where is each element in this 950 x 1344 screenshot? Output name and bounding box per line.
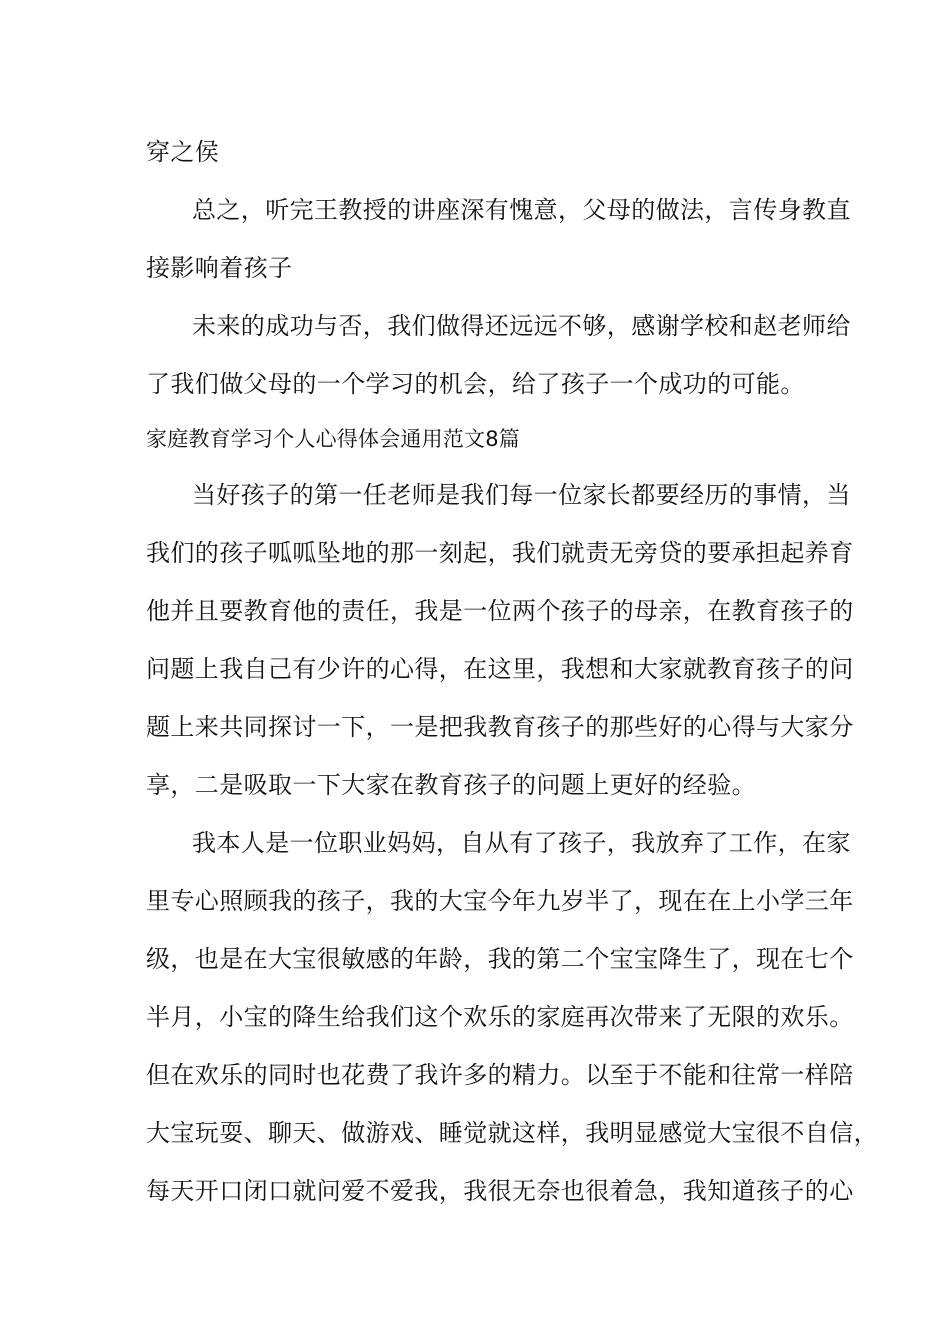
text-line: 题上来共同探讨一下，一是把我教育孩子的那些好的心得与大家分 — [146, 713, 854, 741]
text-line: 每天开口闭口就问爱不爱我，我很无奈也很着急，我知道孩子的心 — [146, 1177, 854, 1205]
text-line: 享，二是吸取一下大家在教育孩子的问题上更好的经验。 — [146, 771, 756, 799]
text-line: 他并且要教育他的责任，我是一位两个孩子的母亲，在教育孩子的 — [146, 597, 854, 625]
text-line: 我们的孩子呱呱坠地的那一刻起，我们就责无旁贷的要承担起养育 — [146, 539, 854, 567]
text-line: 大宝玩耍、聊天、做游戏、睡觉就这样，我明显感觉大宝很不自信， — [146, 1119, 878, 1147]
text-line: 问题上我自己有少许的心得，在这里，我想和大家就教育孩子的问 — [146, 655, 854, 683]
paragraph-first-line: 未来的成功与否，我们做得还远远不够，感谢学校和赵老师给 — [192, 312, 851, 340]
paragraph-first-line: 我本人是一位职业妈妈，自从有了孩子，我放弃了工作，在家 — [192, 829, 851, 857]
paragraph-first-line: 当好孩子的第一任老师是我们每一位家长都要经历的事情，当 — [192, 481, 851, 509]
section-heading: 家庭教育学习个人心得体会通用范文8篇 — [146, 427, 520, 451]
text-line: 了我们做父母的一个学习的机会，给了孩子一个成功的可能。 — [146, 370, 805, 398]
text-line: 穿之侯 — [146, 138, 220, 166]
text-line: 但在欢乐的同时也花费了我许多的精力。以至于不能和往常一样陪 — [146, 1061, 854, 1089]
text-line: 里专心照顾我的孩子，我的大宝今年九岁半了，现在在上小学三年 — [146, 887, 854, 915]
text-line: 半月，小宝的降生给我们这个欢乐的家庭再次带来了无限的欢乐。 — [146, 1003, 854, 1031]
paragraph-first-line: 总之，听完王教授的讲座深有愧意，父母的做法，言传身教直 — [192, 196, 851, 224]
text-line: 级，也是在大宝很敏感的年龄，我的第二个宝宝降生了，现在七个 — [146, 945, 854, 973]
text-line: 接影响着孩子 — [146, 254, 293, 282]
